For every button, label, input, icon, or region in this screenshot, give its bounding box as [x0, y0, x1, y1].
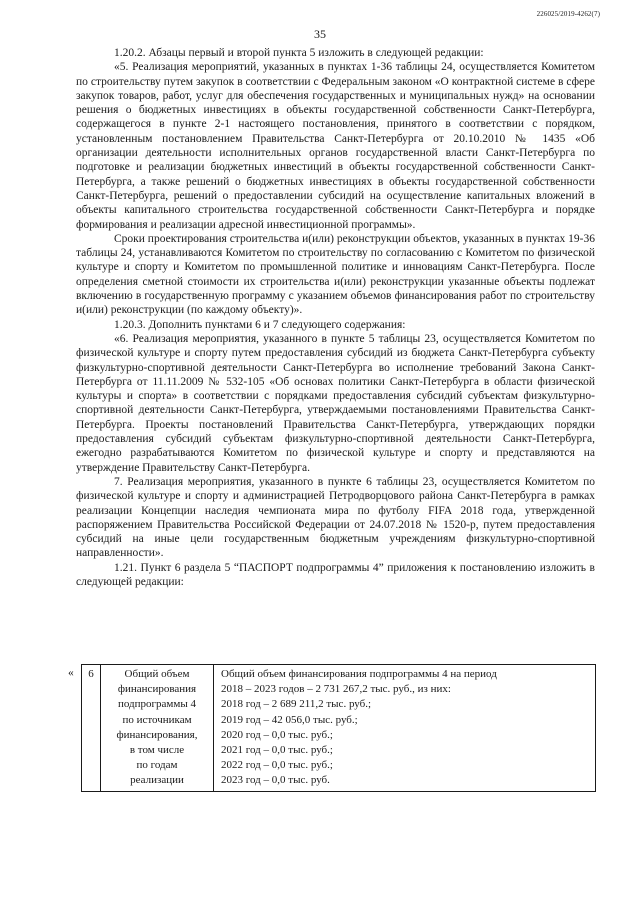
row-value-cell [214, 665, 596, 792]
table-row [82, 665, 596, 792]
passport-table [81, 664, 596, 792]
name-line: по источникам [122, 713, 192, 726]
table-open-quote: « [68, 667, 74, 679]
paragraph-1-20-2: 1.20.2. Абзацы первый и второй пункта 5 изложить в следующей редакции: [114, 47, 484, 59]
name-line: в том числе [129, 744, 185, 757]
page-number: 35 [314, 27, 326, 41]
name-line: по годам [136, 759, 178, 772]
value-line: 2023 год – 0,0 тыс. руб. [221, 774, 330, 787]
name-line: реализации [130, 774, 184, 787]
value-line: 2018 – 2023 годов – 2 731 267,2 тыс. руб., из них: [221, 683, 451, 696]
paragraph-item-7: 7. Реализация мероприятия, указанного в пункте 6 таблицы 23, осуществляется Комитетом по физической культуре и спорту и администрацией Петродворцового района Санкт-Петербурга в рамках реализации Концепции наследия чемпионата мира по футболу FIFA 2018 года, утвержденной распоряжением Правительства Российской Федерации от 24.07.2018 № 1520-р, путем предоставления субсидий на иные цели государственным бюджетным учреждениям физкультурно-спортивной направленности». [76, 475, 595, 560]
value-line: 2022 год – 0,0 тыс. руб.; [221, 759, 333, 772]
value-line: 2018 год – 2 689 211,2 тыс. руб.; [221, 698, 372, 711]
paragraph-design-terms: Сроки проектирования строительства и(или) реконструкции объектов, указанных в пунктах 19-36 таблицы 24, устанавливаются Комитетом по строительству по согласованию с Комитетом по физической культуре и спорту и Комитетом по промышленной политике и инновациям Санкт-Петербурга. После определения сметной стоимости их строительства и(или) реконструкции указанные объекты подлежат включению в государственную программу с указанием объемов финансирования работ по строительству и(или) реконструкции (по каждому объекту)». [76, 232, 595, 317]
name-line: Общий объем [124, 668, 190, 680]
value-line: 2019 год – 42 056,0 тыс. руб.; [221, 713, 358, 726]
paragraph-1-21: 1.21. Пункт 6 раздела 5 “ПАСПОРТ подпрограммы 4” приложения к постановлению изложить в следующей редакции: [76, 561, 595, 588]
name-line: подпрограммы 4 [117, 698, 196, 711]
row-number-cell: 6 [82, 665, 101, 792]
paragraph-1-20-3: 1.20.3. Дополнить пунктами 6 и 7 следующего содержания: [114, 318, 406, 331]
name-line: финансирования, [116, 728, 198, 741]
row-name-cell [101, 665, 214, 792]
name-line: финансирования [117, 683, 197, 696]
document-body [76, 46, 595, 589]
value-header: Общий объем финансирования подпрограммы 4 на период [221, 668, 497, 680]
paragraph-item-5: «5. Реализация мероприятий, указанных в пунктах 1-36 таблицы 24, осуществляется Комитетом по строительству путем закупок в соответствии с Федеральным законом «О контрактной системе в сфере закупок товаров, работ, услуг для обеспечения государственных и муниципальных нужд» на основании решения о бюджетных инвестициях в объекты государственной собственности Санкт-Петербурга, содержащегося в пункте 2-1 настоящего постановления, принятого в соответствии с порядком, установленным постановлением Правительства Санкт-Петербурга от 20.10.2010 № 1435 «Об организации деятельности исполнительных органов государственной власти Санкт-Петербурга по подготовке и реализации бюджетных инвестиций в объекты государственной собственности Санкт-Петербурга, а также решений о бюджетных инвестициях в объекты государственной собственности Санкт-Петербурга, решений о предоставлении субсидий на осуществление капитальных вложений в объекты капитального строительства государственной собственности Санкт-Петербурга и порядке формирования и реализации адресной инвестиционной программы». [76, 61, 595, 231]
paragraph-item-6: «6. Реализация мероприятия, указанного в пункте 5 таблицы 23, осуществляется Комитетом по физической культуре и спорту путем предоставления субсидий из бюджета Санкт-Петербурга субъекту физкультурно-спортивной деятельности Санкт-Петербурга во исполнение требований Закона Санкт-Петербурга от 11.11.2009 № 532-105 «Об основах политики Санкт-Петербурга в области физической культуры и спорта» в соответствии с порядками предоставления субсидий субъектам физкультурно-спортивной деятельности Санкт-Петербурга, утверждаемыми постановлениями Правительства Санкт-Петербурга. Проекты постановлений Правительства Санкт-Петербурга, утверждающих порядки предоставления субсидий субъектам физкультурно-спортивной деятельности Санкт-Петербурга, ежегодно разрабатываются Комитетом по физической культуре и спорту и представляются на утверждение Правительству Санкт-Петербурга. [76, 332, 595, 474]
value-line: 2020 год – 0,0 тыс. руб.; [221, 728, 333, 741]
document-id: 226025/2019-4262(7) [536, 10, 600, 18]
value-line: 2021 год – 0,0 тыс. руб.; [221, 744, 333, 757]
